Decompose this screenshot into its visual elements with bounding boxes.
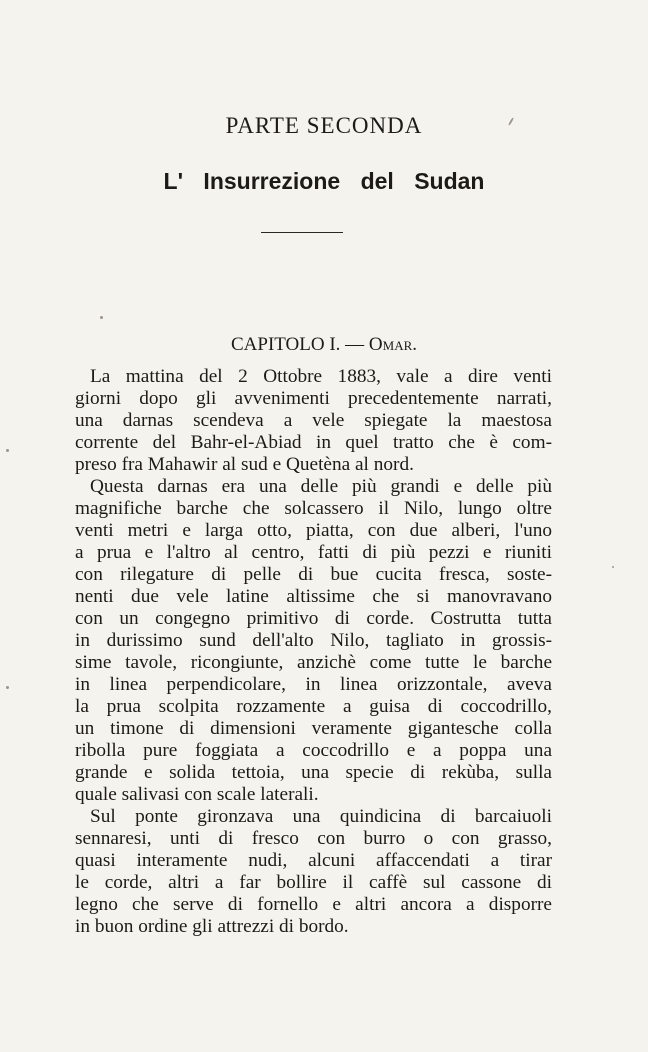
text-line: in buon ordine gli attrezzi di bordo. xyxy=(75,916,349,937)
text-line: La mattina del 2 Ottobre 1883, vale a dire venti xyxy=(90,366,552,387)
text-line: nenti due vele latine altissime che si manovravano xyxy=(75,586,552,607)
text-line: Questa darnas era una delle più grandi e delle più xyxy=(90,476,552,497)
body-text xyxy=(75,366,552,938)
text-line: corrente del Bahr-el-Abiad in quel tratto che è com- xyxy=(75,432,552,453)
text-line: in linea perpendicolare, in linea orizzontale, aveva xyxy=(75,674,552,695)
text-line: Sul ponte gironzava una quindicina di barcaiuoli xyxy=(90,806,552,827)
title-divider xyxy=(261,232,343,233)
text-line: sennaresi, unti di fresco con burro o con grasso, xyxy=(75,828,552,849)
text-line: le corde, altri a far bollire il caffè sul cassone di xyxy=(75,872,552,893)
text-line: la prua scolpita rozzamente a guisa di coccodrillo, xyxy=(75,696,552,717)
text-line: un timone di dimensioni veramente gigantesche colla xyxy=(75,718,552,739)
text-line: una darnas scendeva a vele spiegate la maestosa xyxy=(75,410,552,431)
text-line: ribolla pure foggiata a coccodrillo e a poppa una xyxy=(75,740,552,761)
text-line: quasi interamente nudi, alcuni affaccendati a tirar xyxy=(75,850,552,871)
paper-speck xyxy=(6,449,9,452)
paper-speck xyxy=(612,566,614,568)
paper-speck xyxy=(6,686,9,689)
text-line: magnifiche barche che solcassero il Nilo, lungo oltre xyxy=(75,498,552,519)
text-line: giorni dopo gli avvenimenti precedentemente narrati, xyxy=(75,388,552,409)
text-line: preso fra Mahawir al sud e Quetèna al nord. xyxy=(75,454,414,475)
text-line: grande e solida tettoia, una specie di rekùba, sulla xyxy=(75,762,552,783)
main-title: L' Insurrezione del Sudan xyxy=(163,168,485,194)
part-title: PARTE SECONDA xyxy=(225,113,423,138)
text-line: a prua e l'altro al centro, fatti di più pezzi e riuniti xyxy=(75,542,552,563)
chapter-number: CAPITOLO I. — xyxy=(230,334,365,355)
paper-speck xyxy=(100,316,103,319)
text-line: sime tavole, ricongiunte, anzichè come tutte le barche xyxy=(75,652,552,673)
text-line: quale salivasi con scale laterali. xyxy=(75,784,319,805)
text-line: con rilegature di pelle di bue cucita fresca, soste- xyxy=(75,564,552,585)
text-line: legno che serve di fornello e altri ancora a disporre xyxy=(75,894,552,915)
text-line: con un congegno primitivo di corde. Costrutta tutta xyxy=(75,608,552,629)
chapter-heading xyxy=(0,334,648,356)
chapter-name: Omar. xyxy=(368,334,418,355)
text-line: in durissimo sund dell'alto Nilo, tagliato in grossis- xyxy=(75,630,552,651)
text-line: venti metri e larga otto, piatta, con due alberi, l'uno xyxy=(75,520,552,541)
